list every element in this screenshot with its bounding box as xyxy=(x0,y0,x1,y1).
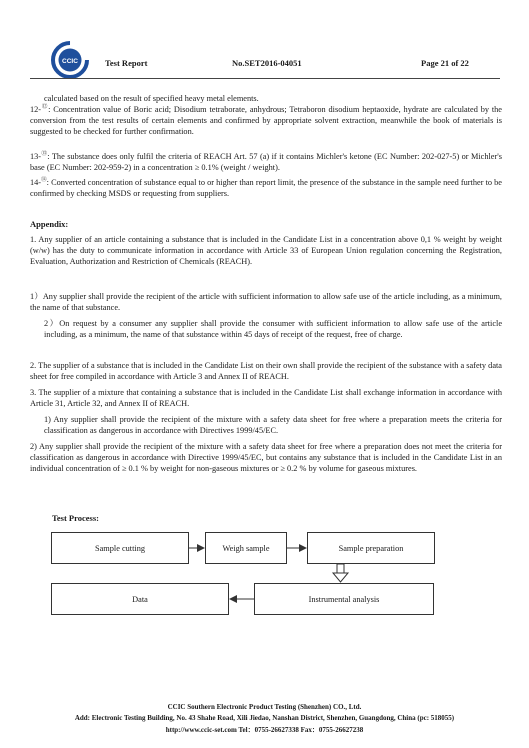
appendix-item-3: 3. The supplier of a mixture that containing a substance that is included in the Candidate List shall exchange information in accordance with Article 31, Article 32, and Annex II of REACH. xyxy=(30,388,502,409)
footer-contact: http://www.ccic-set.com Tel：0755-26627338 Fax：0755-26627238 xyxy=(165,726,364,734)
note-12: 12-⑫: Concentration value of Boric acid; Disodium tetraborate, anhydrous; Tetraboron disodium heptaoxide, hydrate are calculated by the conversion from the test results of certain elements and confirmed by appropriate solvent extraction, meanwhile the book of materials is suggested to be checked for further confirmation. xyxy=(30,104,502,137)
step-sample-cutting: Sample cutting xyxy=(51,532,189,564)
appendix-item-1: 1. Any supplier of an article containing a substance that is included in the Candidate List in a concentration above 0,1 % weight by weight (w/w) has the duty to communicate information in accordance with Article 33 of European Union regulation concerning the Registration, Evaluation, Authorization and Restriction of Chemicals (REACH). xyxy=(30,235,502,267)
appendix-item-1-1: 1）Any supplier shall provide the recipient of the article with sufficient information to allow safe use of the article including, as a minimum, the name of that substance. xyxy=(30,292,502,313)
note-continuation: calculated based on the result of specified heavy metal elements. xyxy=(44,94,259,103)
step-sample-preparation: Sample preparation xyxy=(307,532,435,564)
logo-text: CCIC xyxy=(62,57,78,65)
arrow-prep-to-analysis xyxy=(333,564,348,582)
report-title: Test Report xyxy=(105,58,148,68)
appendix-item-3-2: 2) Any supplier shall provide the recipient of the mixture with a safety data sheet for free where a preparation does not meet the criteria for classification as dangerous in accordance with Directive 1999/45/EC, but contains any substance that is included in the Candidate List in an individual concentration of ≥ 0.1 % by weight for non-gaseous mixtures or ≥ 0.2 % by volume for gaseous mixtures. xyxy=(30,442,502,474)
appendix-item-2: 2. The supplier of a substance that is included in the Candidate List on their own shall provide the recipient of the substance with a safety data sheet for free compiled in accordance with Article 3 and Annex II of REACH. xyxy=(30,361,502,382)
page-number: Page 21 of 22 xyxy=(421,58,469,68)
note-13: 13-⑬: The substance does only fulfil the criteria of REACH Art. 57 (a) if it contains Michler's ketone (EC Number: 202-027-5) or Michler's base (EC Number: 202-959-2) in a concentration ≥ 0.1% (weight / weight). xyxy=(30,151,502,173)
footer-company: CCIC Southern Electronic Product Testing (Shenzhen) CO., Ltd. xyxy=(167,703,362,711)
appendix-item-1-2: 2）On request by a consumer any supplier shall provide the consumer with sufficient information to allow safe use of the article including, as a minimum, the name of that substance within 45 days of receipt of the request, free of charge. xyxy=(44,319,502,340)
footer-address: Add: Electronic Testing Building, No. 43 Shahe Road, Xili Jiedao, Nanshan District, Shenzhen, Guangdong, China (pc: 518055) xyxy=(74,714,455,722)
step-instrumental-analysis: Instrumental analysis xyxy=(254,583,434,615)
step-data: Data xyxy=(51,583,229,615)
appendix-item-3-1: 1) Any supplier shall provide the recipient of the mixture with a safety data sheet for free where a preparation meets the criteria for classification as dangerous in accordance with Directives 1999/45/EC. xyxy=(44,415,502,436)
report-number: No.SET2016-04051 xyxy=(232,58,302,68)
appendix-title: Appendix: xyxy=(30,219,69,229)
note-14: 14-⑭: Converted concentration of substance equal to or higher than report limit, the presence of the substance in the sample need further to be confirmed by checking MSDS or requesting from suppliers. xyxy=(30,177,502,199)
test-process-title: Test Process: xyxy=(52,513,99,523)
step-weigh-sample: Weigh sample xyxy=(205,532,287,564)
